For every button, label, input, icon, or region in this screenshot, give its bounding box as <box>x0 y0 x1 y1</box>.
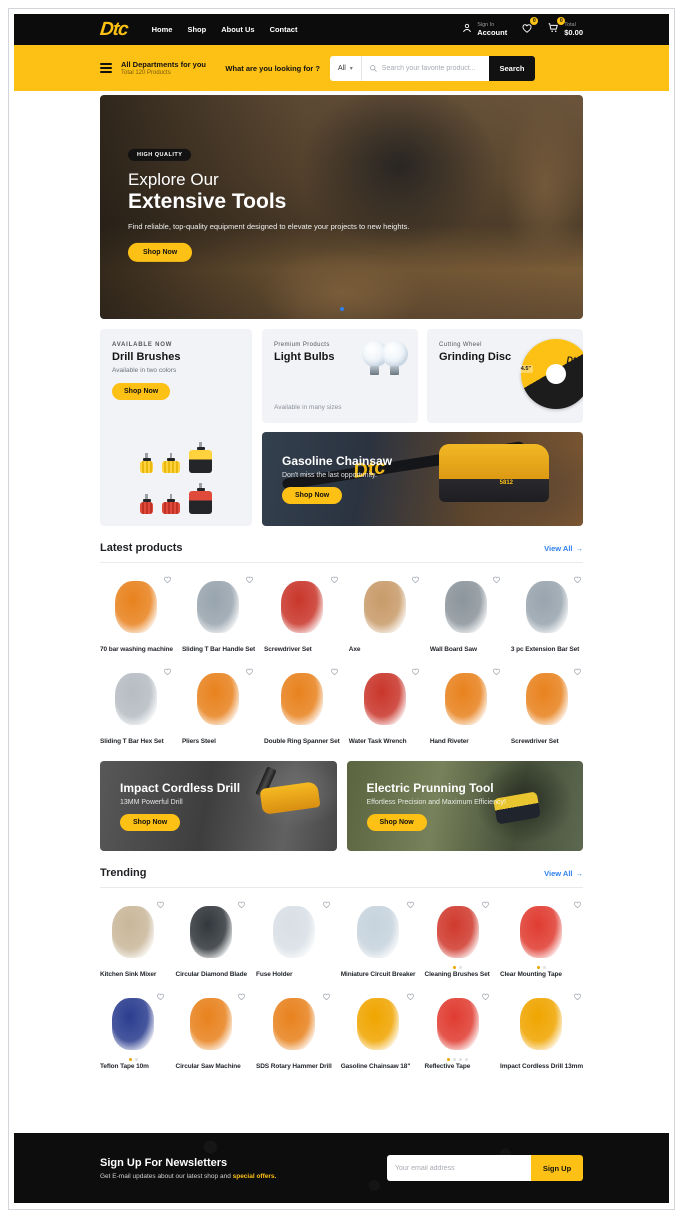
wishlist-heart-icon[interactable] <box>406 992 415 1001</box>
product-image <box>256 900 332 964</box>
product-photo <box>115 581 157 633</box>
disc-brand-label: Dtc <box>566 355 581 365</box>
image-carousel-dots <box>100 731 173 738</box>
wishlist-heart-icon[interactable] <box>411 667 420 676</box>
chainsaw-model-label: 5812 <box>499 480 513 486</box>
product-name: Kitchen Sink Mixer <box>100 971 157 978</box>
promo-title: Drill Brushes <box>112 351 181 363</box>
product-card[interactable] <box>175 992 246 1070</box>
hero-title: Explore Our Extensive Tools <box>128 169 287 213</box>
banner-subtitle: Effortless Precision and Maximum Efficiency! <box>366 799 506 806</box>
latest-products-grid <box>100 575 583 745</box>
product-name: Axe <box>348 646 361 653</box>
product-image <box>182 575 255 639</box>
product-image <box>430 575 502 639</box>
product-photo <box>445 581 487 633</box>
nav-about-us[interactable]: About Us <box>221 25 255 34</box>
promo-subtitle: Available in many sizes <box>274 404 342 411</box>
wishlist-button[interactable] <box>521 17 536 39</box>
chevron-down-icon: ▾ <box>349 65 353 72</box>
wishlist-heart-icon[interactable] <box>330 575 339 584</box>
person-icon <box>461 21 473 39</box>
product-name: Impact Cordless Drill 13mm <box>499 1063 583 1070</box>
section-title: Trending <box>100 867 147 879</box>
image-carousel-dots[interactable] <box>100 1056 166 1063</box>
product-photo <box>190 998 232 1050</box>
product-card[interactable] <box>349 575 421 653</box>
wishlist-heart-icon[interactable] <box>492 667 501 676</box>
product-name: Water Task Wrench <box>348 738 407 745</box>
product-card[interactable] <box>182 575 255 653</box>
banner-subtitle: Don't miss the last opportunity. <box>282 472 377 479</box>
product-photo <box>526 673 568 725</box>
product-image <box>175 992 246 1056</box>
product-image <box>500 900 583 964</box>
product-card[interactable] <box>430 667 502 745</box>
product-card[interactable] <box>100 900 166 978</box>
image-carousel-dots <box>511 639 583 646</box>
view-all-link[interactable]: View All → <box>544 868 583 878</box>
product-photo <box>197 673 239 725</box>
product-photo <box>437 906 479 958</box>
product-photo <box>115 673 157 725</box>
latest-products-section <box>100 542 583 745</box>
newsletter-form <box>387 1155 583 1181</box>
product-photo <box>520 906 562 958</box>
search-icon <box>369 64 378 73</box>
product-name: Screwdriver Set <box>510 738 559 745</box>
product-image <box>430 667 502 731</box>
promo-subtitle: Available in two colors <box>112 367 177 374</box>
product-card[interactable] <box>500 900 583 978</box>
image-carousel-dots <box>511 731 583 738</box>
product-photo <box>520 998 562 1050</box>
product-image <box>500 992 583 1056</box>
product-name: Double Ring Spanner Set <box>264 738 340 745</box>
product-name: Screwdriver Set <box>264 646 312 653</box>
promo-eyebrow: Premium Products <box>274 342 330 348</box>
product-image <box>100 992 166 1056</box>
image-carousel-dots[interactable] <box>425 964 491 971</box>
wishlist-heart-icon[interactable] <box>245 667 254 676</box>
product-name: Sliding T Bar Hex Set <box>100 738 164 745</box>
menu-icon[interactable] <box>100 63 112 72</box>
special-offers-highlight: special offers. <box>232 1172 277 1180</box>
wishlist-heart-icon[interactable] <box>237 900 246 909</box>
arrow-right-icon: → <box>575 543 583 553</box>
image-carousel-dots <box>175 1056 246 1063</box>
account-link[interactable] <box>461 21 507 39</box>
product-card[interactable] <box>100 575 173 653</box>
image-carousel-dots <box>175 964 246 971</box>
image-carousel-dots[interactable] <box>500 964 583 971</box>
product-photo <box>197 581 239 633</box>
product-image <box>425 992 491 1056</box>
wishlist-heart-icon[interactable] <box>330 667 339 676</box>
image-carousel-dots <box>430 639 502 646</box>
cart-button[interactable] <box>547 17 583 39</box>
wishlist-heart-icon[interactable] <box>492 575 501 584</box>
product-card[interactable] <box>264 667 340 745</box>
product-image <box>100 900 166 964</box>
banner-subtitle: 13MM Powerful Drill <box>120 799 183 806</box>
banner-electric-pruning-tool[interactable] <box>347 761 584 851</box>
product-image <box>349 667 421 731</box>
product-photo <box>364 673 406 725</box>
product-photo <box>437 998 479 1050</box>
wishlist-heart-icon[interactable] <box>163 575 172 584</box>
product-image <box>511 667 583 731</box>
banner-impact-cordless-drill[interactable] <box>100 761 337 851</box>
product-image <box>349 575 421 639</box>
product-card[interactable] <box>175 900 246 978</box>
wishlist-heart-icon[interactable] <box>406 900 415 909</box>
page-frame <box>8 8 675 1210</box>
newsletter-title: Sign Up For Newsletters <box>100 1156 228 1169</box>
product-photo <box>281 581 323 633</box>
product-photo <box>445 673 487 725</box>
newsletter-subtitle: Get E-mail updates about our latest shop and special offers. <box>100 1172 277 1180</box>
chainsaw-body-image <box>439 444 549 502</box>
shop-now-button[interactable]: Shop Now <box>112 383 170 400</box>
disc-size-label: 4.5" <box>520 366 531 372</box>
wishlist-heart-icon[interactable] <box>237 992 246 1001</box>
wishlist-heart-icon[interactable] <box>411 575 420 584</box>
hero-banner <box>100 95 583 319</box>
product-photo <box>112 906 154 958</box>
hero-shop-now-button[interactable]: Shop Now <box>128 243 192 262</box>
email-input[interactable] <box>387 1155 531 1181</box>
wishlist-heart-icon[interactable] <box>245 575 254 584</box>
wishlist-heart-icon[interactable] <box>156 900 165 909</box>
nav-home[interactable]: Home <box>151 25 173 34</box>
promo-eyebrow: Cutting Wheel <box>439 342 482 348</box>
trending-section <box>100 867 583 1070</box>
shop-now-button[interactable]: Shop Now <box>282 487 342 504</box>
promo-card-drill-brushes[interactable] <box>100 329 252 526</box>
banner-title: Electric Prunning Tool <box>366 781 494 795</box>
promo-section <box>100 329 583 526</box>
product-image <box>100 667 173 731</box>
product-card[interactable] <box>341 900 416 978</box>
search-bar <box>14 45 669 91</box>
image-carousel-dots <box>341 1056 416 1063</box>
product-name: SDS Rotary Hammer Drill <box>255 1063 332 1070</box>
wishlist-heart-icon[interactable] <box>573 667 582 676</box>
product-name: Wall Board Saw <box>429 646 477 653</box>
image-carousel-dots <box>182 731 255 738</box>
product-card[interactable] <box>182 667 255 745</box>
image-carousel-dots <box>349 731 421 738</box>
image-carousel-dots <box>341 964 416 971</box>
search-input[interactable] <box>382 65 489 72</box>
product-image <box>341 900 416 964</box>
product-image <box>264 667 340 731</box>
product-card[interactable] <box>511 575 583 653</box>
wishlist-count-badge: 0 <box>530 17 538 25</box>
product-card[interactable] <box>425 900 491 978</box>
departments-subtitle: Total 120 Products <box>121 70 171 76</box>
image-carousel-dots <box>500 1056 583 1063</box>
product-image <box>256 992 332 1056</box>
search-prompt: What are you looking for ? <box>225 63 320 73</box>
banner-title: Gasoline Chainsaw <box>282 454 393 468</box>
brand-logo[interactable]: Dtc <box>98 18 129 40</box>
wishlist-heart-icon[interactable] <box>481 900 490 909</box>
newsletter-signup-button[interactable]: Sign Up <box>531 1155 583 1181</box>
product-image <box>511 575 583 639</box>
product-photo <box>526 581 568 633</box>
search-button[interactable]: Search <box>489 56 535 81</box>
product-card[interactable] <box>264 575 340 653</box>
product-image <box>264 575 340 639</box>
product-photo <box>273 998 315 1050</box>
grinding-disc-image <box>521 339 583 409</box>
main-nav <box>152 25 298 34</box>
product-name: Circular Diamond Blade <box>175 971 247 978</box>
product-name: Gasoline Chainsaw 18" <box>340 1063 411 1070</box>
hero-carousel-dots[interactable] <box>340 307 344 311</box>
product-name: 70 bar washing machine <box>100 646 173 653</box>
product-name: Sliding T Bar Handle Set <box>181 646 256 653</box>
product-card[interactable] <box>100 667 173 745</box>
image-carousel-dots <box>100 639 173 646</box>
search-box <box>330 56 535 81</box>
product-name: Circular Saw Machine <box>175 1063 241 1070</box>
image-carousel-dots[interactable] <box>425 1056 491 1063</box>
product-name: Teflon Tape 10m <box>100 1063 149 1070</box>
promo-title: Light Bulbs <box>274 351 335 363</box>
image-carousel-dots <box>256 1056 332 1063</box>
product-card[interactable] <box>341 992 416 1070</box>
wishlist-heart-icon[interactable] <box>322 900 331 909</box>
product-card[interactable] <box>430 575 502 653</box>
product-name: Fuse Holder <box>255 971 293 978</box>
product-photo <box>364 581 406 633</box>
mid-banners <box>100 761 583 851</box>
product-card[interactable] <box>425 992 491 1070</box>
promo-title: Grinding Disc <box>439 351 512 363</box>
product-name: 3 pc Extension Bar Set <box>510 646 580 653</box>
product-image <box>425 900 491 964</box>
product-name: Miniature Circuit Breaker <box>340 971 416 978</box>
product-name: Reflective Tape <box>424 1063 471 1070</box>
product-photo <box>112 998 154 1050</box>
shop-now-button[interactable]: Shop Now <box>120 814 180 831</box>
trending-products-grid <box>100 900 583 1070</box>
cart-total-value: $0.00 <box>564 28 583 38</box>
product-name: Clear Mounting Tape <box>499 971 562 978</box>
category-dropdown[interactable]: All ▾ <box>330 56 362 81</box>
hero-badge: HIGH QUALITY <box>128 149 191 161</box>
drill-brushes-image <box>100 442 252 514</box>
product-card[interactable] <box>511 667 583 745</box>
promo-eyebrow: AVAILABLE NOW <box>112 342 173 348</box>
product-card[interactable] <box>100 992 166 1070</box>
wishlist-heart-icon[interactable] <box>481 992 490 1001</box>
product-photo <box>281 673 323 725</box>
product-image <box>341 992 416 1056</box>
product-photo <box>357 906 399 958</box>
promo-card-grinding-disc[interactable] <box>427 329 583 423</box>
hero-subtitle: Find reliable, top-quality equipment designed to elevate your projects to new heights. <box>128 221 410 231</box>
product-photo <box>357 998 399 1050</box>
account-label: Account <box>477 28 508 38</box>
image-carousel-dots <box>430 731 502 738</box>
shop-now-button[interactable]: Shop Now <box>367 814 427 831</box>
product-image <box>100 575 173 639</box>
signin-label: Sign In <box>477 21 495 28</box>
section-title: Latest products <box>100 542 183 554</box>
product-name: Hand Riveter <box>429 738 469 745</box>
product-card[interactable] <box>256 900 332 978</box>
product-card[interactable] <box>349 667 421 745</box>
light-bulbs-image <box>362 341 408 367</box>
nav-contact[interactable]: Contact <box>269 25 298 34</box>
product-card[interactable] <box>500 992 583 1070</box>
product-card[interactable] <box>256 992 332 1070</box>
cart-total-label: Total <box>564 21 576 28</box>
footer <box>14 1133 669 1203</box>
product-name: Pliers Steel <box>181 738 216 745</box>
wishlist-heart-icon[interactable] <box>156 992 165 1001</box>
product-name: Cleaning Brushes Set <box>424 971 490 978</box>
wishlist-heart-icon[interactable] <box>573 900 582 909</box>
wishlist-heart-icon[interactable] <box>573 992 582 1001</box>
image-carousel-dots <box>264 639 340 646</box>
banner-title: Impact Cordless Drill <box>120 781 241 795</box>
chainsaw-banner[interactable] <box>262 432 583 526</box>
top-header <box>14 14 669 45</box>
departments-menu[interactable] <box>121 60 206 76</box>
promo-card-light-bulbs[interactable] <box>262 329 418 423</box>
product-image <box>182 667 255 731</box>
product-image <box>175 900 246 964</box>
nav-shop[interactable]: Shop <box>187 25 207 34</box>
image-carousel-dots <box>182 639 255 646</box>
wishlist-heart-icon[interactable] <box>322 992 331 1001</box>
product-photo <box>273 906 315 958</box>
departments-title: All Departments for you <box>121 60 207 69</box>
image-carousel-dots <box>100 964 166 971</box>
arrow-right-icon: → <box>575 868 583 878</box>
image-carousel-dots <box>264 731 340 738</box>
product-photo <box>190 906 232 958</box>
image-carousel-dots <box>349 639 421 646</box>
cart-count-badge: 0 <box>557 17 565 25</box>
view-all-link[interactable]: View All → <box>544 543 583 553</box>
image-carousel-dots <box>256 964 332 971</box>
wishlist-heart-icon[interactable] <box>573 575 582 584</box>
wishlist-heart-icon[interactable] <box>163 667 172 676</box>
